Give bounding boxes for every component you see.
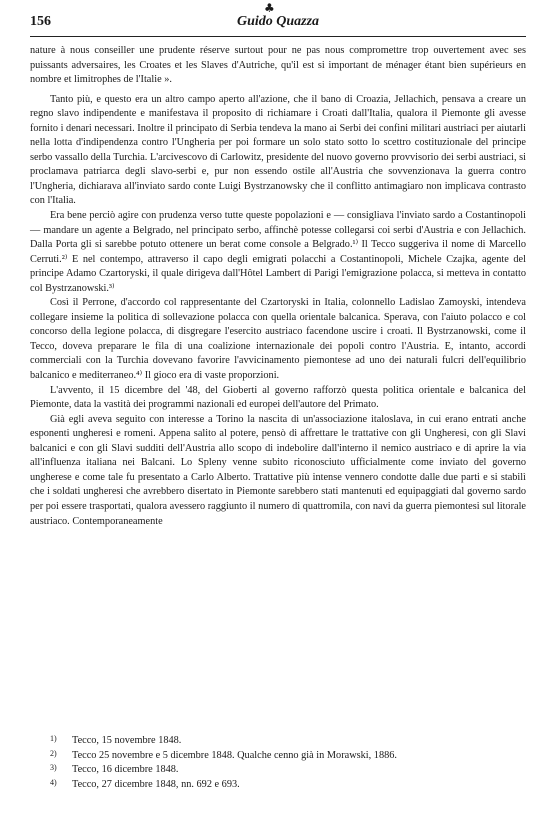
page-number: 156 [30,14,51,29]
footnote-text: Tecco, 16 dicembre 1848. [72,764,179,776]
footnote-number: 2) [50,748,57,758]
footnote-text: Tecco, 15 novembre 1848. [72,735,182,746]
footnotes [30,734,526,792]
footnote-number: 1) [50,734,57,743]
paragraph: Così il Perrone, d'accordo col rappresentante del Czartoryski in Italia, colonnello Ladislao Zamoyski, intendeva collegare insieme la politica di sollevazione polacca con quella orientale balcanica. Sperava, con l'aiuto polacco e col concorso della legione polacca, di disgregare l'esercito austriaco facendone uscire i croati. Il Bystrzanowski, come il Tecco, doveva preparare le fila di una coalizione internazionale dei popoli contro l'Austria. E, intanto, accordi commerciali con la Turchia dovevano favorire l'avvicinamento piemontese ad uno dei naturali fulcri dell'equilibrio balcanico e mediterraneo.⁴⁾ Il gioco era di vaste proporzioni. [30,297,526,382]
footnote-text: Tecco 25 novembre e 5 dicembre 1848. Qualche cenno già in Morawski, 1886. [72,749,397,761]
footnote [30,763,526,778]
footnote-number: 3) [50,763,57,773]
main-text [30,44,526,529]
running-head: Guido Quazza [236,14,320,29]
paragraph: Già egli aveva seguito con interesse a Torino la nascita di un'associazione italoslava, in cui erano entrati anche esponenti ungheresi e romeni. Appena salito al potere, pensò di affrettare le trattative con gli Ungheresi, con gli Slavi balcanici e con gli Slavi sudditi dell'Austria allo scopo di indebolire dall'interno il nemico austriaco e di aprire la via all'influenza italiana nei Balcani. Lo Spleny venne subito riconosciuto ufficialmente come inviato del governo ungherese e come tale fu presentato a Carlo Alberto. Trattative più intense vennero condotte dalle due parti e si stabilì che i soldati ungheresi che avrebbero disertato in Piemonte sarebbero stati mantenuti ed equipaggiati dal governo sardo per poi essere trasportati, qualora avessero raggiunto il numero di quattromila, con navi da guerra piemontesi sul litorale austriaco. Contemporaneamente [30,413,526,527]
paragraph: nature à nous conseiller une prudente réserve surtout pour ne pas nous compromettre trop ouvertement avec ses puissants adversaires, les Croates et les Slaves d'Autriche, qu'il est si important de ménager étant bien supérieurs en nombre et limitrophes de l'Italie ». [30,45,526,86]
paragraph: Era bene perciò agire con prudenza verso tutte queste popolazioni e — consigliava l'inviato sardo a Costantinopoli — mandare un agente a Belgrado, nel principato serbo, affinchè potesse collegarsi coi serbi d'Austria e con Jellachich. Dalla Porta gli si sarebbe potuto ottenere un berat come console a Belgrado.¹⁾ Il Tecco suggeriva il nome di Marcello Cerruti.²⁾ E nel contempo, attraverso il capo degli emigrati polacchi a Costantinopoli, Michele Czajka, agente del principe Adamo Czartoryski, il quale dirigeva dall'Hôtel Lambert di Parigi l'emigrazione polacca, si metteva in contatto col Bystrzanowski.³⁾ [30,210,526,294]
fleuron-ornament-icon: ♣ [264,1,275,15]
footnote-text: Tecco, 27 dicembre 1848, nn. 692 e 693. [72,778,240,790]
header-rule [30,36,526,37]
paragraph: Tanto più, e questo era un altro campo aperto all'azione, che il bano di Croazia, Jellachich, pensava a creare un regno slavo indipendente e manifestava il proposito di richiamare i Croati dall'Italia, qualora il Piemonte gli avesse fornito i denari necessari. Inoltre il principato di Serbia tendeva la mano ai Serbi dei confini militari austriaci per aiutarli nella lotta d'indipendenza contro l'Ungheria per poi formare un solo stato sotto lo scettro costituzionale del principe serbo vassallo della Turchia. L'arcivescovo di Carlowitz, presidente del nuovo governo provvisorio dei serbi austriaci, si proclamava patriarca degli slavo-serbi e, pur non essendo ostile all'Austria che sovvenzionava la guerra contro l'Ungheria, dichiarava all'inviato sardo conte Luigi Bystrzanowsky che il conflitto antimagiaro non implicava contrasto con l'Italia. [30,93,526,207]
footnote [30,778,526,793]
footnote [30,749,526,764]
paragraph: L'avvento, il 15 dicembre del '48, del Gioberti al governo rafforzò questa politica orientale e balcanica del Piemonte, data la vastità dei programmi nazionali ed europei dell'autore del Primato. [30,384,526,411]
page-header [30,1,526,36]
footnote [30,734,526,749]
footnote-number: 4) [50,777,57,787]
